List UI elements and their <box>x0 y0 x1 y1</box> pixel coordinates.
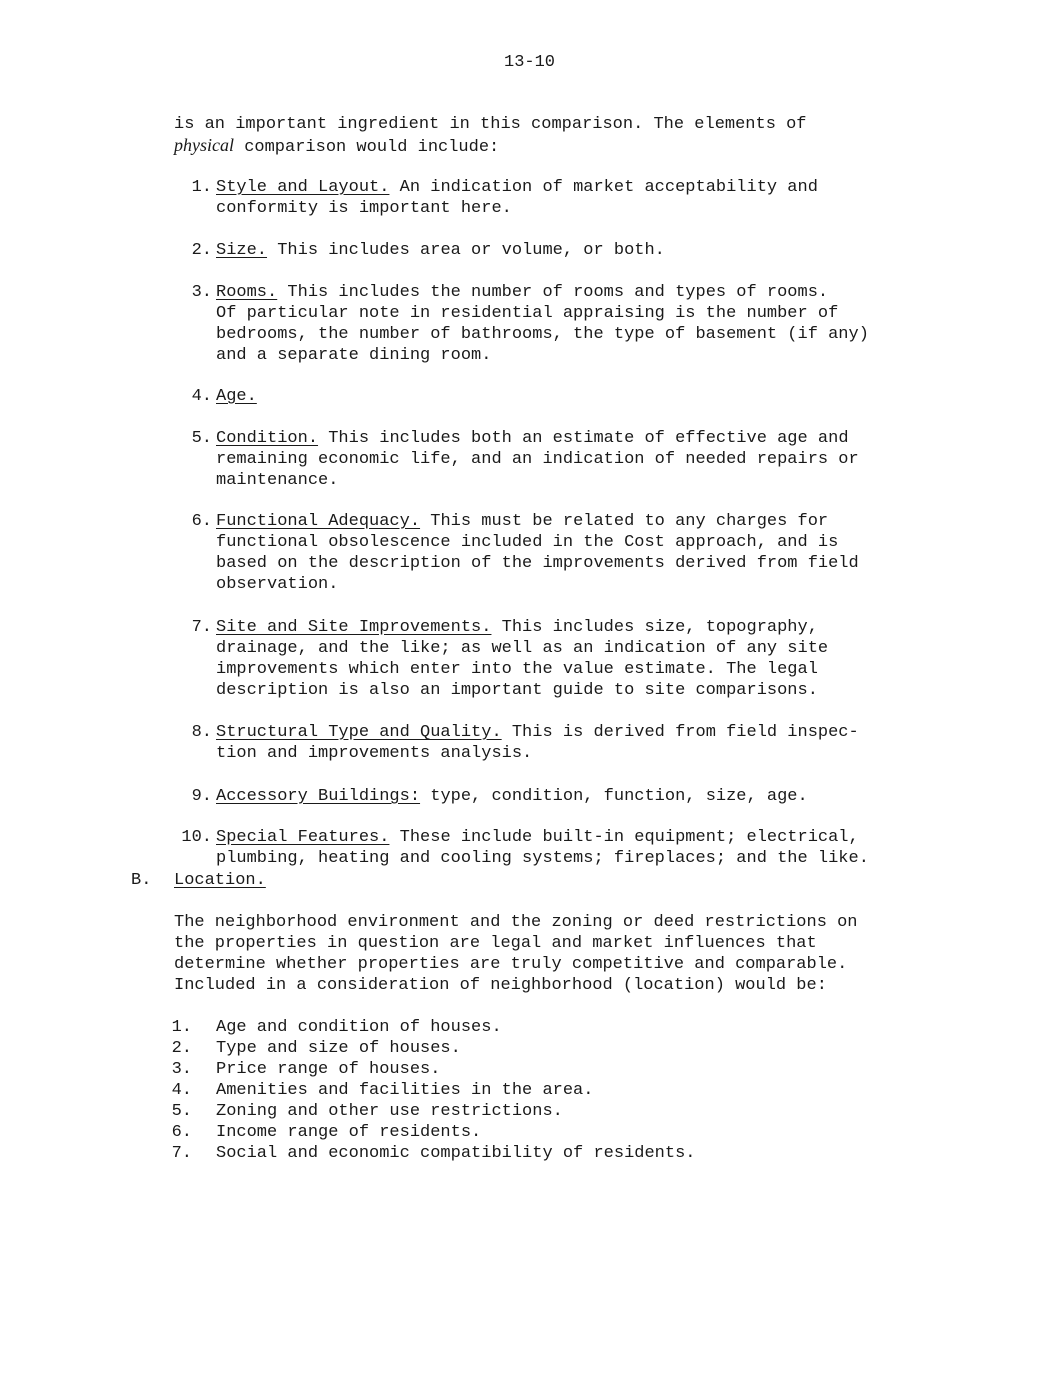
item-text: This includes area or volume, or both. <box>267 241 665 260</box>
item-number: 6. <box>191 512 212 531</box>
item-text: Amenities and facilities in the area. <box>216 1081 594 1100</box>
item-text: This includes both an estimate of effective age and <box>318 429 849 448</box>
item-title: Structural Type and Quality. <box>216 723 502 742</box>
item-number: 1. <box>171 1018 192 1037</box>
item-number: 1. <box>191 178 212 197</box>
paragraph-line: The neighborhood environment and the zoning or deed restrictions on <box>174 913 858 932</box>
item-text-line: maintenance. <box>216 471 339 490</box>
item-text-line: drainage, and the like; as well as an indication of any site <box>216 639 829 658</box>
item-number: 9. <box>191 787 212 806</box>
item-text: Price range of houses. <box>216 1060 441 1079</box>
item-number: 4. <box>191 387 212 406</box>
item-text-line: based on the description of the improvements derived from field <box>216 554 859 573</box>
section-title: Location. <box>174 871 266 890</box>
item-number: 7. <box>191 618 212 637</box>
item-text: Income range of residents. <box>216 1123 482 1142</box>
item-text-line: conformity is important here. <box>216 199 512 218</box>
intro-line-2-rest: comparison would include: <box>234 138 500 157</box>
item-title: Style and Layout. <box>216 178 390 197</box>
item-number: 2. <box>191 241 212 260</box>
item-text: These include built-in equipment; electrical, <box>389 828 859 847</box>
item-number: 5. <box>191 429 212 448</box>
item-number: 8. <box>191 723 212 742</box>
item-number: 3. <box>171 1060 192 1079</box>
item-number: 4. <box>171 1081 192 1100</box>
item-text-line: observation. <box>216 575 339 594</box>
item-text: type, condition, function, size, age. <box>420 787 808 806</box>
item-text-line: functional obsolescence included in the Cost approach, and is <box>216 533 839 552</box>
item-text: Zoning and other use restrictions. <box>216 1102 563 1121</box>
item-title: Functional Adequacy. <box>216 512 421 531</box>
item-text-line: and a separate dining room. <box>216 346 492 365</box>
item-text-line: plumbing, heating and cooling systems; fireplaces; and the like. <box>216 849 869 868</box>
item-text-line: bedrooms, the number of bathrooms, the type of basement (if any) <box>216 325 869 344</box>
item-text: Social and economic compatibility of residents. <box>216 1144 696 1163</box>
paragraph-line: Included in a consideration of neighborhood (location) would be: <box>174 976 827 995</box>
item-number: 10. <box>181 828 212 847</box>
item-text-line: Of particular note in residential appraising is the number of <box>216 304 839 323</box>
item-title: Size. <box>216 241 268 260</box>
item-text: Age and condition of houses. <box>216 1018 502 1037</box>
item-title: Condition. <box>216 429 319 448</box>
intro-paragraph <box>174 114 807 158</box>
item-text-line: remaining economic life, and an indication of needed repairs or <box>216 450 859 469</box>
item-text-line: tion and improvements analysis. <box>216 744 533 763</box>
physical-emphasis: physical <box>174 135 234 155</box>
item-number: 5. <box>171 1102 192 1121</box>
item-title: Age. <box>216 387 257 406</box>
paragraph-line: the properties in question are legal and market influences that <box>174 934 817 953</box>
paragraph-line: determine whether properties are truly competitive and comparable. <box>174 955 848 974</box>
item-text: This is derived from field inspec- <box>501 723 859 742</box>
item-text: This includes the number of rooms and types of rooms. <box>277 283 829 302</box>
item-text: This includes size, topography, <box>491 618 818 637</box>
item-title: Rooms. <box>216 283 278 302</box>
item-text-line: improvements which enter into the value estimate. The legal <box>216 660 818 679</box>
item-number: 3. <box>191 283 212 302</box>
intro-line-1: is an important ingredient in this comparison. The elements of <box>174 115 807 134</box>
item-text: This must be related to any charges for <box>420 512 829 531</box>
item-title: Site and Site Improvements. <box>216 618 492 637</box>
intro-line-2 <box>174 135 807 158</box>
item-number: 2. <box>171 1039 192 1058</box>
item-number: 6. <box>171 1123 192 1142</box>
item-title: Special Features. <box>216 828 390 847</box>
page-number: 13-10 <box>504 53 556 72</box>
section-letter: B. <box>131 871 152 890</box>
item-number: 7. <box>171 1144 192 1163</box>
item-title: Accessory Buildings: <box>216 787 421 806</box>
item-text-line: description is also an important guide to site comparisons. <box>216 681 818 700</box>
location-paragraph <box>174 912 858 996</box>
item-text: An indication of market acceptability and <box>389 178 818 197</box>
item-text: Type and size of houses. <box>216 1039 461 1058</box>
